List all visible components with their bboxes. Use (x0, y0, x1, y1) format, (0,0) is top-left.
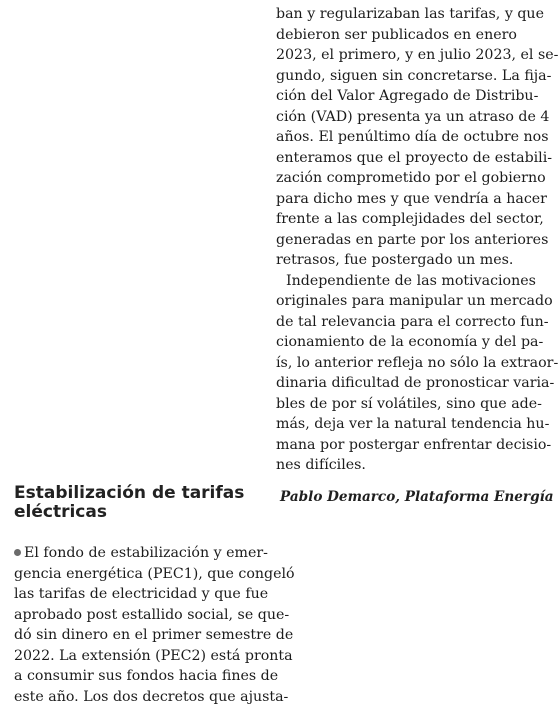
text-line: las tarifas de electricidad y que fue (14, 586, 269, 602)
text-line: gencia energética (PEC1), que congeló (14, 565, 295, 582)
left-column (14, 483, 295, 707)
text-line: gundo, siguen sin concretarse. La fija- (276, 67, 552, 84)
text-line: mana por postergar enfrentar decisio- (276, 436, 552, 453)
right-column (276, 4, 558, 476)
text-line: dó sin dinero en el primer semestre de (14, 627, 294, 643)
text-line: dinaria dificultad de pronosticar varia- (276, 375, 555, 391)
text-line: 2023, el primero, y en julio 2023, el se- (276, 47, 558, 63)
text-line: aprobado post estallido social, se que- (14, 606, 290, 623)
text-line: bles de por sí volátiles, sino que ade- (276, 395, 542, 412)
text-line: ción (VAD) presenta ya un atraso de 4 (276, 108, 550, 125)
text-line: ción del Valor Agregado de Distribu- (276, 88, 539, 104)
text-line: de tal relevancia para el correcto fun- (276, 313, 549, 330)
text-line: frente a las complejidades del sector, (276, 211, 544, 227)
text-line: 2022. La extensión (PEC2) está pronta (14, 647, 293, 664)
text-line: Independiente de las motivaciones (286, 272, 536, 289)
body-paragraph (14, 543, 295, 707)
text-line: ban y regularizaban las tarifas, y que (276, 6, 544, 22)
text-line: para dicho mes y que vendría a hacer (276, 190, 547, 207)
text-line: enteramos que el proyecto de estabili- (276, 149, 553, 166)
heading-line: Estabilización de tarifas (14, 483, 245, 503)
text-line: debieron ser publicados en enero (276, 26, 517, 43)
text-line: ís, lo anterior refleja no sólo la extraor- (276, 354, 558, 371)
text-line: este año. Los dos decretos que ajusta- (14, 688, 289, 705)
text-line-with-bullet (14, 543, 268, 564)
text-line: retrasos, fue postergado un mes. (276, 252, 514, 268)
text-line: generadas en parte por los anteriores (276, 231, 549, 248)
paragraph-1 (276, 4, 558, 271)
section-heading (14, 484, 262, 522)
text-line: originales para manipular un mercado (276, 293, 553, 309)
bullet-icon (14, 549, 21, 556)
author-signature: Pablo Demarco, Plataforma Energía (280, 489, 554, 505)
text-line: a consumir sus fondos hacia fines de (14, 668, 279, 684)
text-line: cionamiento de la economía y del pa- (276, 334, 544, 350)
text-line: años. El penúltimo día de octubre nos (276, 129, 549, 145)
heading-line: eléctricas (14, 502, 107, 522)
text-line: más, deja ver la natural tendencia hu- (276, 416, 550, 432)
text-line: zación comprometido por el gobierno (276, 170, 546, 186)
text-line: El fondo de estabilización y emer- (24, 545, 268, 561)
paragraph-2 (276, 271, 558, 476)
text-line: nes difíciles. (276, 457, 366, 473)
